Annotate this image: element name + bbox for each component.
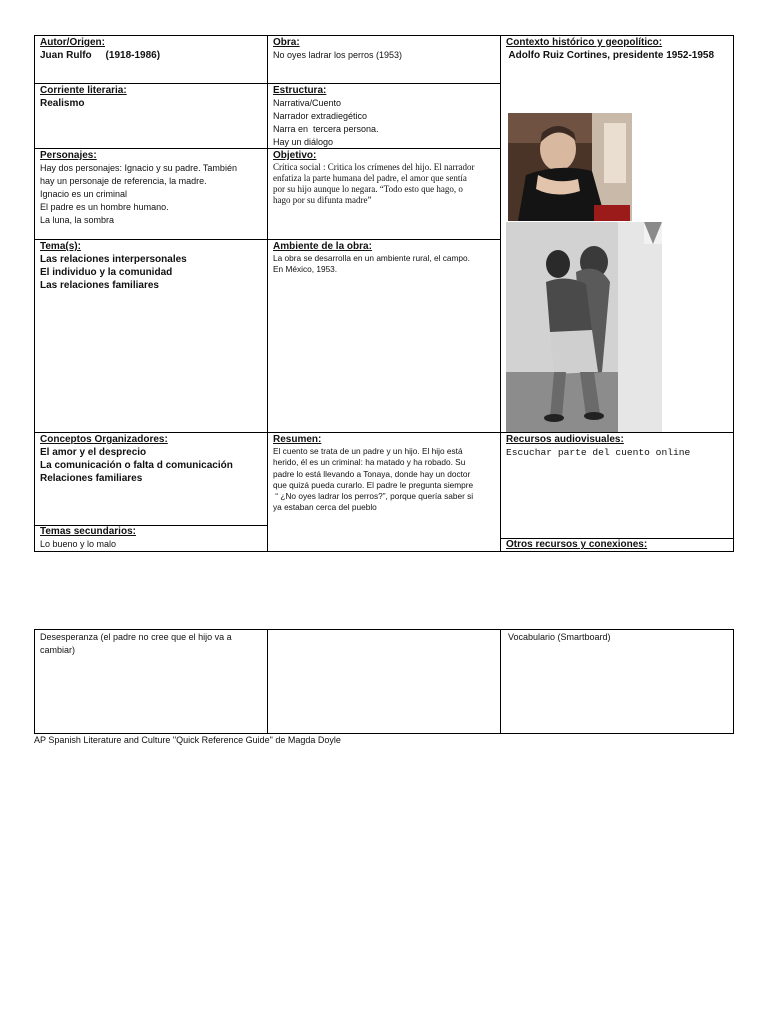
corriente-label: Corriente literaria: [40, 85, 127, 96]
resumen-line: padre lo está llevando a Tonaya, donde hay un doctor [273, 468, 471, 479]
estructura-label: Estructura: [273, 85, 327, 96]
objetivo-line: hago por su difunta madre” [273, 195, 372, 205]
objetivo-line: enfatiza la parte humana del padre, el amor que sentía [273, 173, 467, 183]
obra-cell [273, 37, 497, 62]
temas-line: Las relaciones familiares [40, 280, 159, 291]
portrait-photo [508, 113, 632, 221]
personajes-line: Ignacio es un criminal [40, 189, 128, 199]
resumen-cell [273, 434, 499, 514]
ambiente-line: La obra se desarrolla en un ambiente rural, el campo. [273, 253, 470, 263]
corriente-cell [40, 85, 264, 110]
obra-label: Obra: [273, 37, 300, 48]
resumen-line: ya estaban cerca del pueblo [273, 502, 377, 513]
resumen-label: Resumen: [273, 434, 322, 445]
conceptos-cell [40, 434, 264, 485]
temas-secundarios-label: Temas secundarios: [40, 526, 136, 537]
recursos-cell [506, 434, 732, 460]
recursos-label: Recursos audiovisuales: [506, 434, 624, 445]
ambiente-cell [273, 241, 499, 276]
autor-cell [40, 37, 264, 62]
contexto-value: Adolfo Ruiz Cortines, presidente 1952-1958 [506, 50, 715, 61]
resumen-line: que quizá pueda curarlo. El padre le pregunta siempre [273, 479, 474, 490]
objetivo-line: por su hijo aunque lo negara. “Todo esto que hago, o [273, 184, 463, 194]
conceptos-line: Relaciones familiares [40, 473, 143, 484]
desesperanza-line: cambiar) [40, 645, 76, 655]
page-footer: AP Spanish Literature and Culture "Quick Reference Guide" de Magda Doyle [34, 735, 341, 745]
resumen-line: herido, él es un criminal: ha matado y ha robado. Su [273, 457, 466, 468]
temas-line: El individuo y la comunidad [40, 267, 173, 278]
recursos-line[interactable]: Escuchar parte del cuento online [506, 447, 691, 458]
personajes-line: Hay dos personajes: Ignacio y su padre. También [40, 163, 237, 173]
ambiente-line: En México, 1953. [273, 264, 338, 275]
ambiente-label: Ambiente de la obra: [273, 241, 372, 252]
personajes-label: Personajes: [40, 150, 97, 161]
estructura-line: Hay un diálogo [273, 137, 334, 147]
estructura-line: Narra en tercera persona. [273, 124, 379, 134]
otros-cell [506, 539, 732, 551]
temas-line: Las relaciones interpersonales [40, 254, 187, 265]
desesperanza-cell [40, 631, 264, 657]
personajes-line: El padre es un hombre humano. [40, 202, 169, 212]
obra-value: No oyes ladrar los perros (1953) [273, 50, 403, 60]
estructura-cell [273, 85, 497, 149]
personajes-line: La luna, la sombra [40, 215, 115, 225]
vocabulario-cell [508, 631, 732, 644]
autor-label: Autor/Origen: [40, 37, 105, 48]
resumen-line: “ ¿No oyes ladrar los perros?”, porque quería saber si [273, 491, 474, 502]
corriente-value: Realismo [40, 98, 85, 109]
conceptos-label: Conceptos Organizadores: [40, 434, 168, 445]
contexto-cell [506, 37, 732, 62]
resumen-line: El cuento se trata de un padre y un hijo. El hijo está [273, 446, 463, 456]
personajes-line: hay un personaje de referencia, la madre. [40, 176, 207, 186]
vocabulario-line: Vocabulario (Smartboard) [508, 632, 611, 642]
otros-label: Otros recursos y conexiones: [506, 539, 648, 550]
autor-value: Juan Rulfo (1918-1986) [40, 50, 161, 61]
temas-secundarios-line: Lo bueno y lo malo [40, 539, 117, 549]
temas-label: Tema(s): [40, 241, 81, 252]
conceptos-line: El amor y el desprecio [40, 447, 147, 458]
conceptos-line: La comunicación o falta d comunicación [40, 460, 233, 471]
desesperanza-line: Desesperanza (el padre no cree que el hijo va a [40, 632, 232, 642]
estructura-line: Narrador extradiegético [273, 111, 368, 121]
story-illustration-photo [506, 222, 662, 432]
objetivo-cell [273, 150, 499, 206]
objetivo-label: Objetivo: [273, 150, 317, 161]
estructura-line: Narrativa/Cuento [273, 98, 342, 108]
temas-cell [40, 241, 264, 292]
personajes-cell [40, 150, 266, 227]
contexto-label: Contexto histórico y geopolítico: [506, 37, 663, 48]
objetivo-line: Crítica social : Critica los crímenes del hijo. El narrador [273, 162, 475, 172]
temas-secundarios-cell [40, 526, 264, 551]
